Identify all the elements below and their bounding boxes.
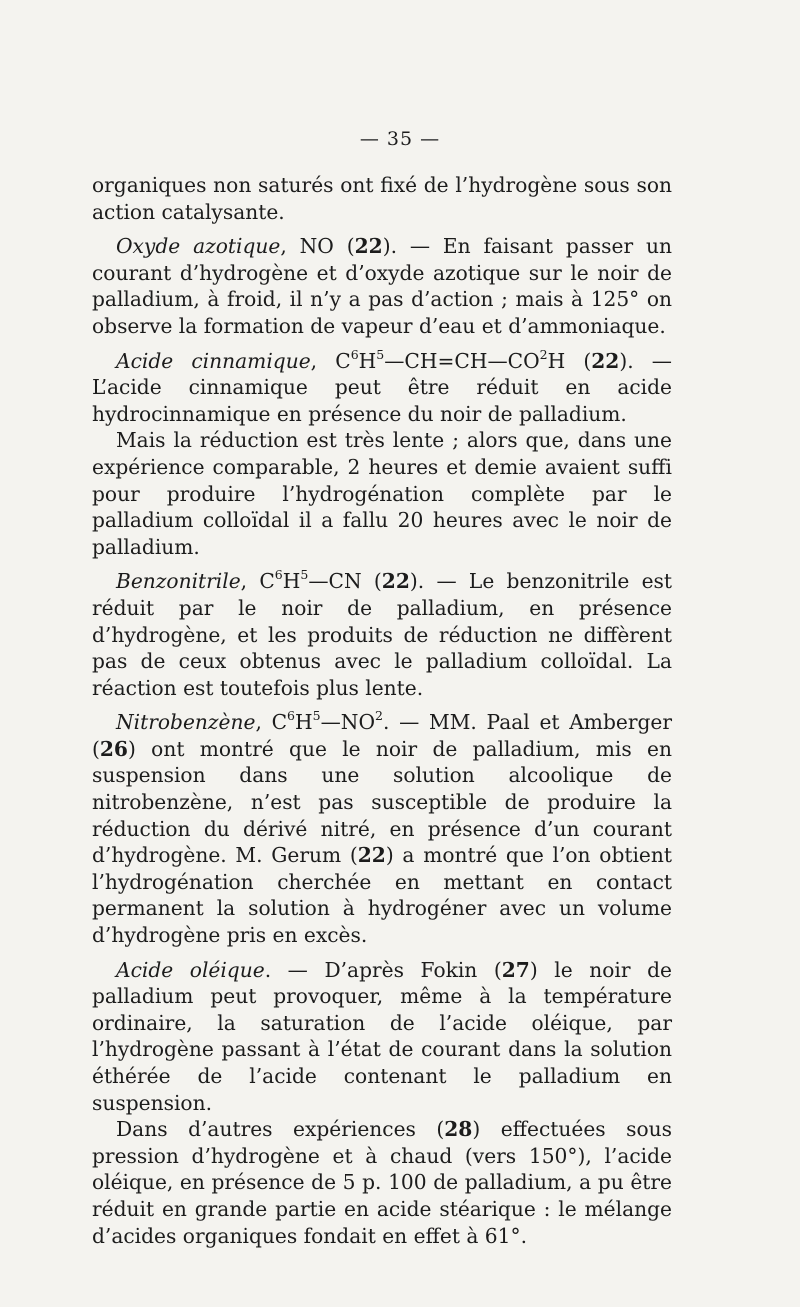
reference-number: 22 <box>591 348 620 373</box>
superscript: 5 <box>376 346 385 362</box>
paragraph-p0 <box>92 172 672 225</box>
text-run: H <box>358 348 377 373</box>
paragraph-p2 <box>92 348 672 428</box>
text-run: ). — Le benzonitrile est réduit par le noir de palladium, en présence d’hydrogène, et les produits de réduction ne diffèrent pas de ceux obtenus avec le palladium colloïdal. La réaction est toutefois plus lente. <box>92 569 672 700</box>
reference-number: 22 <box>381 569 410 594</box>
text-run: ) effectuées sous pression d’hydrogène et à chaud (vers 150°), l’acide oléique, en présence de 5 p. 100 de palladium, a pu être réduit en grande partie en acide stéarique : le mélange d’acides organiques fondait en effet à 61°. <box>92 1117 673 1248</box>
text-run: ) ont montré que le noir de palladium, mis en suspension dans une solution alcoolique de nitrobenzène, n’est pas susceptible de produire la réduction du dérivé nitré, en présence d’un courant d’hydrogène. M. Gerum ( <box>92 736 672 868</box>
section-heading: Nitrobenzène <box>116 710 256 735</box>
section-heading: Acide oléique <box>116 957 265 982</box>
text-run: —CH=CH—CO <box>384 348 540 373</box>
text-run: organiques non saturés ont fixé de l’hydrogène sous son action catalysante. <box>92 173 672 224</box>
superscript: 5 <box>300 567 309 583</box>
text-run: , C <box>255 710 288 735</box>
text-run: ). — En faisant passer un courant d’hydrogène et d’oxyde azotique sur le noir de palladium, à froid, il n’y a pas d’action ; mais à 125° on observe la formation de vapeur d’eau et d’ammoniaque. <box>92 234 672 338</box>
reference-number: 27 <box>501 957 530 982</box>
text-run: , NO ( <box>280 234 355 259</box>
reference-number: 28 <box>444 1117 473 1142</box>
paragraph-p4 <box>92 568 672 701</box>
paragraph-p1 <box>92 233 672 339</box>
page-number: — 35 — <box>359 128 441 150</box>
text-run: H ( <box>547 348 592 373</box>
paragraph-p5 <box>92 709 672 948</box>
text-run: , C <box>310 348 351 373</box>
text-run: Mais la réduction est très lente ; alors que, dans une expérience comparable, 2 heures et demie avaient suffi pour produire l’hydrogénation complète par le palladium colloïdal il a fallu 20 heures avec le noir de palladium. <box>92 428 672 559</box>
paragraph-p6 <box>92 957 672 1117</box>
text-run: , C <box>240 569 275 594</box>
paragraph-p3 <box>92 427 672 560</box>
body-text <box>92 172 672 1249</box>
section-heading: Acide cinnamique <box>116 348 311 373</box>
superscript: 6 <box>287 708 296 724</box>
reference-number: 22 <box>357 843 386 868</box>
reference-number: 22 <box>354 234 383 259</box>
text-run: ) le noir de palladium peut provoquer, même à la température ordinaire, la saturation de l’acide oléique, par l’hydrogène passant à l’état de courant dans la solution éthérée de l’acide contenant le palladium en suspension. <box>92 957 672 1115</box>
superscript: 2 <box>539 346 548 362</box>
superscript: 2 <box>375 708 383 724</box>
text-run: —CN ( <box>308 569 382 594</box>
text-run: H <box>295 710 313 735</box>
text-run: ). — L’acide cinnamique peut être réduit en acide hydrocinnamique en présence du noir de palladium. <box>92 348 672 426</box>
text-run: . — MM. Paal et Amberger ( <box>92 710 672 761</box>
text-run: H <box>282 569 301 594</box>
text-run: Dans d’autres expériences ( <box>116 1117 445 1142</box>
text-run: . — D’après Fokin ( <box>264 957 502 982</box>
superscript: 6 <box>274 567 283 583</box>
text-run: —NO <box>320 710 375 735</box>
superscript: 6 <box>350 346 359 362</box>
superscript: 5 <box>312 708 321 724</box>
text-run: ) a montré que l’on obtient l’hydrogénation cherchée en mettant en contact permanent la solution à hydrogéner avec un volume d’hydrogène pris en excès. <box>92 843 672 948</box>
section-heading: Oxyde azotique <box>116 234 281 259</box>
section-heading: Benzonitrile <box>116 569 241 594</box>
reference-number: 26 <box>99 736 128 761</box>
paragraph-p7 <box>92 1116 672 1249</box>
